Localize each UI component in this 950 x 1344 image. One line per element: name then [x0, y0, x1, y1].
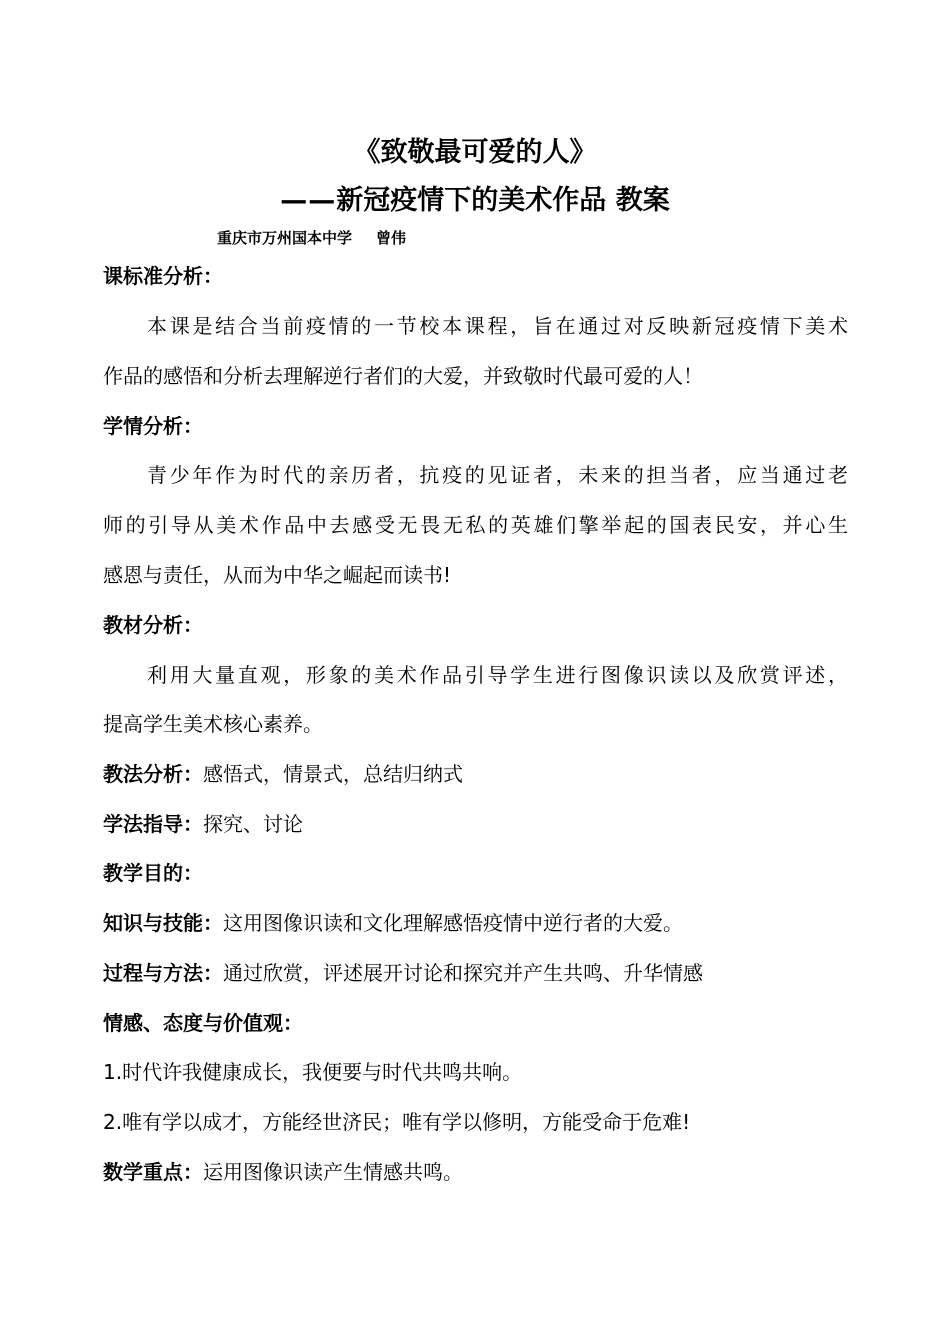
- key-point-text: 运用图像识读产生情感共鸣。: [203, 1160, 463, 1184]
- teaching-method-label: 教法分析：: [103, 762, 203, 786]
- curriculum-line: 本课是结合当前疫情的一节校本课程，旨在通过对反映新冠疫情下美术: [147, 314, 848, 338]
- materials-line: 利用大量直观，形象的美术作品引导学生进行图像识读以及欣赏评述，: [147, 663, 848, 687]
- knowledge-row: [103, 908, 848, 938]
- teaching-method-row: [103, 759, 848, 789]
- emotion-heading: 情感、态度与价值观：: [103, 1011, 303, 1035]
- author-name: 曾伟: [376, 229, 407, 247]
- students-line: 感恩与责任，从而为中华之崛起而读书!: [103, 563, 452, 587]
- teaching-method-text: 感悟式，情景式，总结归纳式: [203, 762, 463, 786]
- document-subtitle: [0, 181, 950, 221]
- objectives-heading: 教学目的：: [103, 861, 203, 885]
- curriculum-line: 作品的感悟和分析去理解逆行者们的大爱，并致敬时代最可爱的人！: [103, 364, 703, 388]
- emotion-item: 1.时代许我健康成长，我便要与时代共鸣共响。: [103, 1060, 523, 1084]
- curriculum-heading: 课标准分析：: [103, 264, 223, 288]
- document-title: 《致敬最可爱的人》: [353, 137, 597, 168]
- learning-method-text: 探究、讨论: [203, 812, 303, 836]
- students-line: 师的引导从美术作品中去感受无畏无私的英雄们擎举起的国表民安，并心生: [103, 513, 848, 537]
- author-line: [217, 227, 406, 249]
- learning-method-row: [103, 809, 848, 839]
- subtitle-dash: ——: [280, 185, 337, 216]
- students-line: 青少年作为时代的亲历者，抗疫的见证者，未来的担当者，应当通过老: [147, 463, 848, 487]
- process-row: [103, 958, 848, 988]
- materials-heading: 教材分析：: [103, 613, 203, 637]
- knowledge-text: 这用图像识读和文化理解感悟疫情中逆行者的大爱。: [223, 911, 683, 935]
- knowledge-label: 知识与技能：: [103, 911, 223, 935]
- subtitle-text: 新冠疫情下的美术作品 教案: [336, 185, 670, 216]
- key-point-row: [103, 1157, 848, 1187]
- learning-method-label: 学法指导：: [103, 812, 203, 836]
- key-point-label: 数学重点：: [103, 1160, 203, 1184]
- emotion-item: 2.唯有学以成才，方能经世济民；唯有学以修明，方能受命于危难!: [103, 1110, 691, 1134]
- author-school: 重庆市万州国本中学: [217, 229, 353, 247]
- materials-line: 提高学生美术核心素养。: [103, 712, 323, 736]
- process-text: 通过欣赏，评述展开讨论和探究并产生共鸣、升华情感: [223, 961, 703, 985]
- process-label: 过程与方法：: [103, 961, 223, 985]
- students-heading: 学情分析：: [103, 414, 203, 438]
